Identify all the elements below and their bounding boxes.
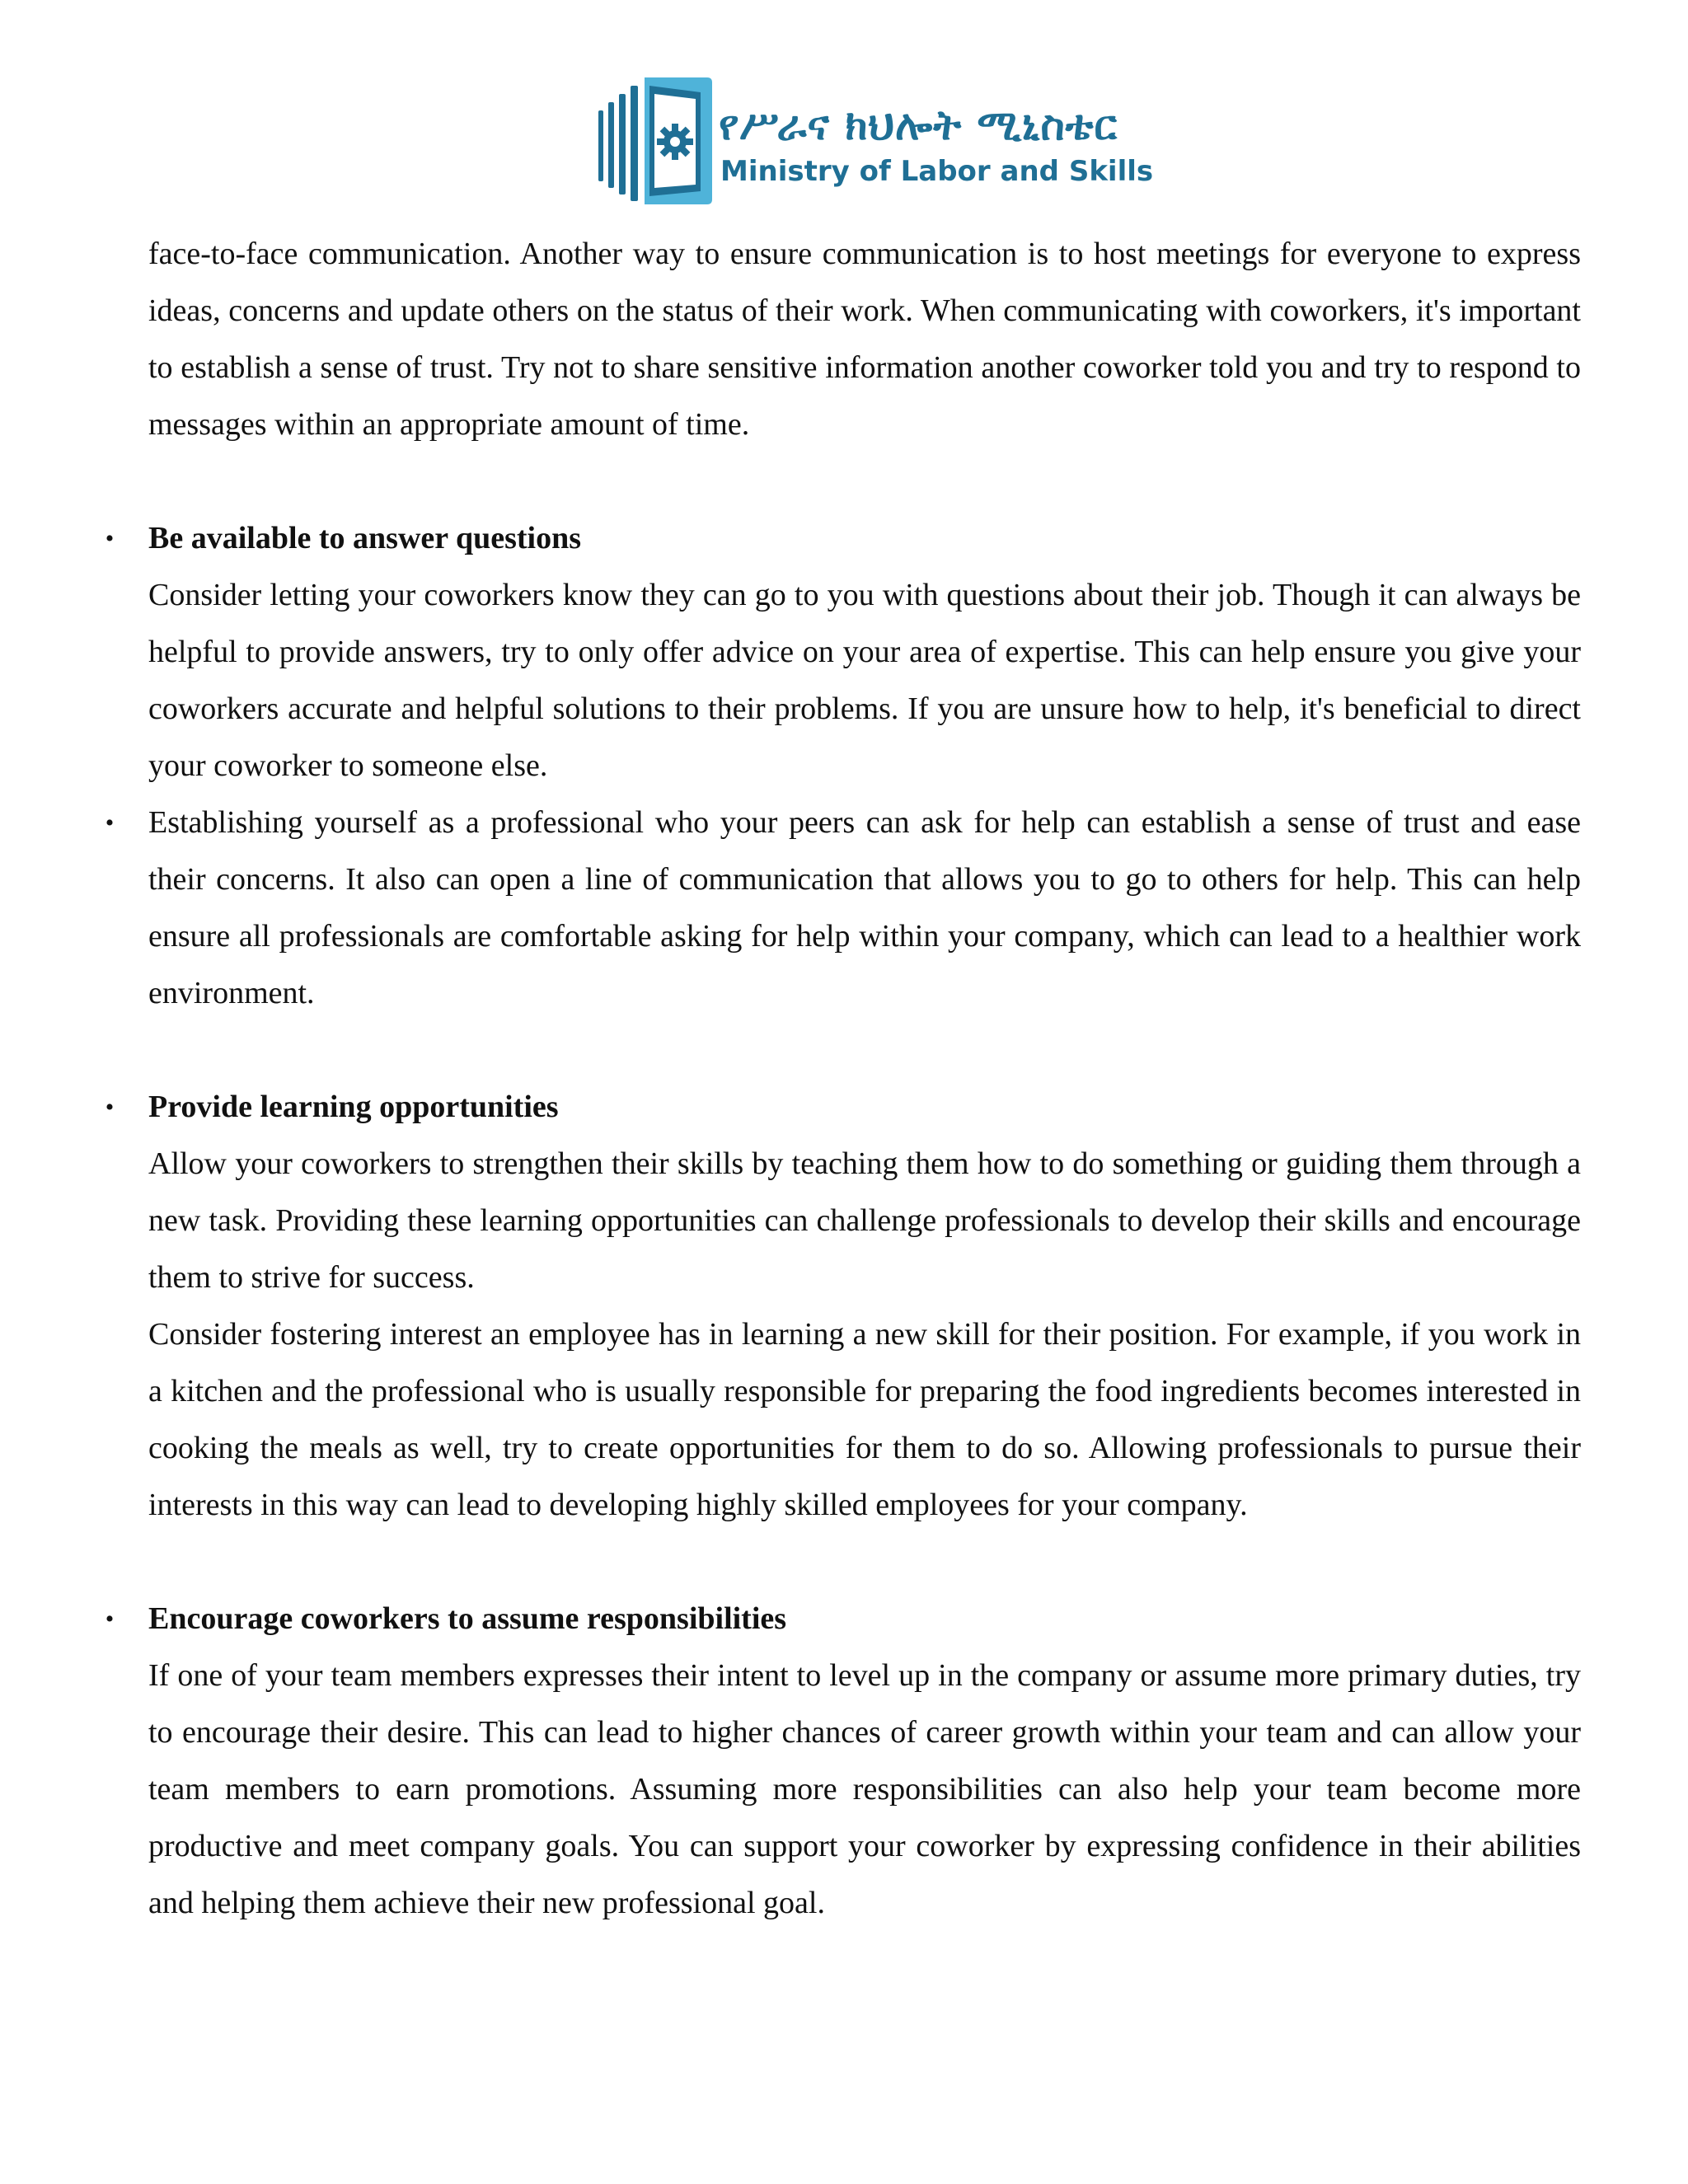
list-item-learning-opportunities xyxy=(105,1079,1581,1534)
spacer xyxy=(148,453,1581,510)
document-body xyxy=(105,226,1581,1932)
section-heading: Provide learning opportunities xyxy=(148,1090,559,1124)
ministry-book-gear-icon xyxy=(595,71,719,211)
intro-paragraph: face-to-face communication. Another way to ensure communication is to host meetings for everyone to express ideas, concerns and update others on the status of their work. When communicating with coworkers, it's important to establish a sense of trust. Try not to share sensitive information another coworker told you and try to respond to messages within an appropriate amount of time. xyxy=(148,237,1581,442)
list-item-assume-responsibilities xyxy=(105,1591,1581,1932)
section-heading: Be available to answer questions xyxy=(148,521,582,555)
section-heading: Encourage coworkers to assume responsibilities xyxy=(148,1601,787,1636)
section-paragraph: Consider letting your coworkers know they can go to you with questions about their job. Though it can always be helpful to provide answers, try to only offer advice on your area of expertise. This can help ensure you give your coworkers accurate and helpful solutions to their problems. If you are unsure how to help, it's beneficial to direct your coworker to someone else. xyxy=(148,578,1581,783)
list-item-be-available xyxy=(105,510,1581,794)
list-item-establishing-yourself xyxy=(105,794,1581,1022)
bullet-icon: • xyxy=(105,525,115,552)
bullet-icon: • xyxy=(105,1094,115,1121)
org-name-english: Ministry of Labor and Skills xyxy=(720,155,1154,188)
org-name-amharic: የሥራና ክህሎት ሚኒስቴር xyxy=(719,101,1118,149)
section-paragraph: Allow your coworkers to strengthen their skills by teaching them how to do something or guiding them through a new task. Providing these learning opportunities can challenge professionals to develop their skills and encourage them to strive for success. xyxy=(148,1146,1581,1295)
section-paragraph: Establishing yourself as a professional who your peers can ask for help can establish a sense of trust and ease their concerns. It also can open a line of communication that allows you to go to others for help. This can help ensure all professionals are comfortable asking for help within your company, which can lead to a healthier work environment. xyxy=(148,805,1581,1010)
section-paragraph: Consider fostering interest an employee has in learning a new skill for their position. For example, if you work in a kitchen and the professional who is usually responsible for preparing the food ingredients becomes interested in cooking the meals as well, try to create opportunities for them to do so. Allowing professionals to pursue their interests in this way can lead to developing highly skilled employees for your company. xyxy=(148,1317,1581,1522)
bullet-icon: • xyxy=(105,809,115,837)
section-paragraph: If one of your team members expresses their intent to level up in the company or assume more primary duties, try to encourage their desire. This can lead to higher chances of career growth within your team and can allow your team members to earn promotions. Assuming more responsibilities can also help your team become more productive and meet company goals. You can support your coworker by expressing confidence in their abilities and helping them achieve their new professional goal. xyxy=(148,1658,1581,1920)
bullet-icon: • xyxy=(105,1605,115,1633)
spacer xyxy=(148,1022,1581,1079)
ministry-logo xyxy=(595,71,1154,211)
spacer xyxy=(148,1534,1581,1591)
